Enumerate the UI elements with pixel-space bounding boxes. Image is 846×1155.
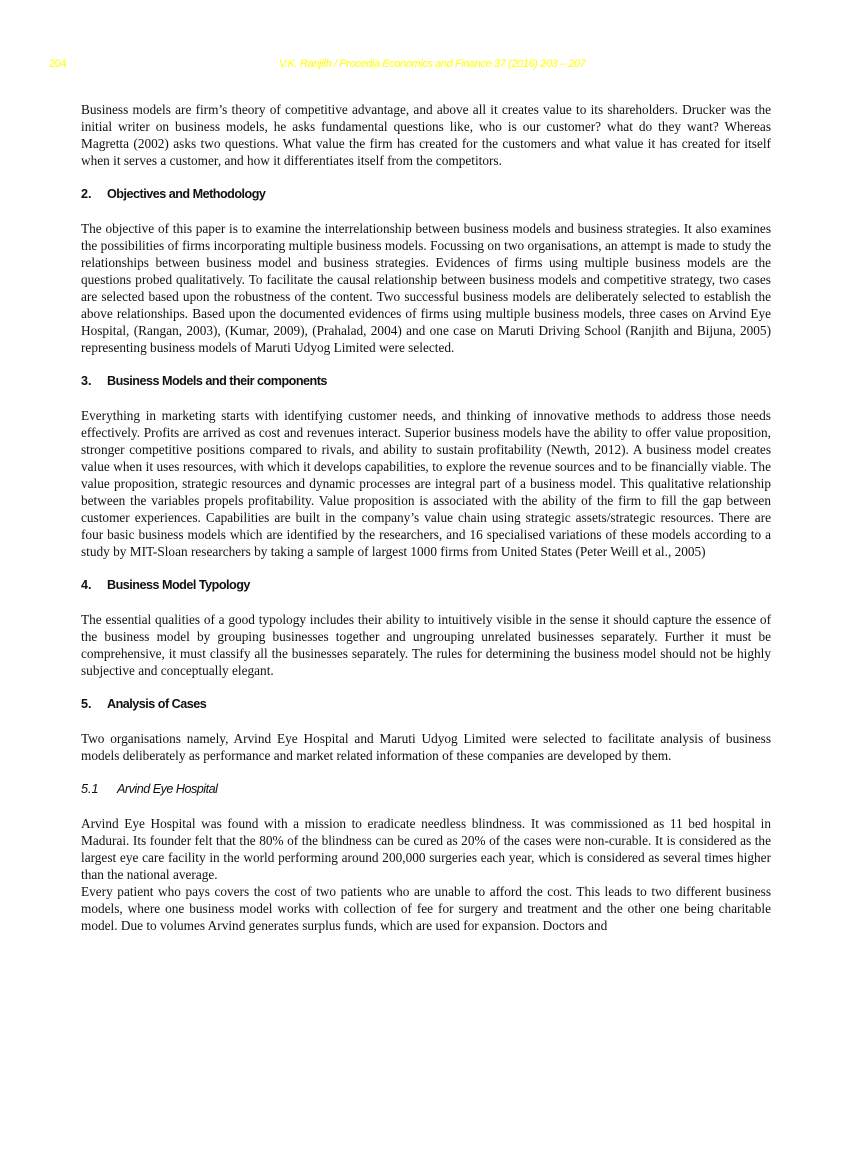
section-paragraph: Everything in marketing starts with identifying customer needs, and thinking of innovative methods to address those needs effectively. Profits are arrived as cost and revenues interact. Superior business models have the ability to offer value proposition, stronger competitive positions compared to rivals, and ability to sustain profitability (Newth, 2012). A business model creates value when it uses resources, with which it develops capabilities, to explore the revenue sources and to be financially viable. The value proposition, strategic resources and dynamic processes are integral part of a business model. This qualitative relationship between the variables propels profitability. Value proposition is associated with the ability of the firm to fill the gap between customer experiences. Capabilities are built in the company’s value chain using strategic assets/strategic resources. There are four basic business models which are identified by the researchers, and 16 specialised variations of these models according to a study by MIT-Sloan researchers by taking a sample of largest 1000 firms from United States (Peter Weill et al., 2005)	[81, 408, 771, 559]
section-title: Business Model Typology	[107, 578, 250, 592]
journal-reference: V.K. Ranjith / Procedia Economics and Finance 37 (2016) 203 – 207	[279, 58, 586, 70]
subsection-title: Arvind Eye Hospital	[117, 782, 218, 796]
section-number: 2.	[81, 187, 92, 201]
section-number: 5.	[81, 697, 92, 711]
subsection-paragraph: Every patient who pays covers the cost of two patients who are unable to afford the cost. This leads to two different business models, where one business model works with collection of fee for surgery and treatment and the other one being charitable model. Due to volumes Arvind generates surplus funds, which are used for expansion. Doctors and	[81, 884, 771, 933]
page-number: 204	[49, 58, 67, 70]
subsection-heading-arvind	[81, 781, 771, 798]
section-heading-typology	[81, 577, 771, 594]
section-heading-business-models	[81, 373, 771, 390]
intro-paragraph: Business models are firm’s theory of competitive advantage, and above all it creates value to its shareholders. Drucker was the initial writer on business models, he asks fundamental questions like, who is our customer? what do they want? Whereas Magretta (2002) asks two questions. What value the firm has created for the customers and what value it has created for itself when it serves a customer, and how it differentiates itself from the competitors.	[81, 102, 771, 168]
subsection-paragraph: Arvind Eye Hospital was found with a mission to eradicate needless blindness. It was commissioned as 11 bed hospital in Madurai. Its founder felt that the 80% of the blindness can be cured as 20% of the cases were non-curable. It is considered as the largest eye care facility in the world performing around 200,000 surgeries each year, which is considered as several times higher than the national average.	[81, 816, 771, 882]
section-paragraph: The essential qualities of a good typology includes their ability to intuitively visible in the sense it should capture the essence of the business model by grouping businesses together and ungrouping unrelated businesses separately. Further it must be comprehensive, it must classify all the businesses separately. The rules for determining the business model should not be highly subjective and conceptually elegant.	[81, 612, 771, 678]
subsection-number: 5.1	[81, 782, 99, 796]
article-body	[81, 101, 771, 934]
section-heading-objectives	[81, 186, 771, 203]
running-header	[0, 58, 846, 74]
section-number: 3.	[81, 374, 92, 388]
section-heading-analysis	[81, 696, 771, 713]
section-number: 4.	[81, 578, 92, 592]
section-paragraph: The objective of this paper is to examine the interrelationship between business models and business strategies. It also examines the possibilities of firms incorporating multiple business models. Focussing on two organisations, an attempt is made to study the relationships between business model and business strategies. Evidences of firms using multiple business models are the questions probed qualitatively. To facilitate the causal relationship between business models and competitive strategy, two cases are selected based upon the robustness of the content. Two successful business models are deliberately selected to establish the above relationships. Based upon the documented evidences of firms using multiple business models, three cases on Arvind Eye Hospital, (Rangan, 2003), (Kumar, 2009), (Prahalad, 2004) and one case on Maruti Driving School (Ranjith and Bijuna, 2005) representing business models of Maruti Udyog Limited were selected.	[81, 221, 771, 355]
section-title: Analysis of Cases	[107, 697, 207, 711]
section-title: Objectives and Methodology	[107, 187, 266, 201]
section-title: Business Models and their components	[107, 374, 327, 388]
section-paragraph: Two organisations namely, Arvind Eye Hospital and Maruti Udyog Limited were selected to facilitate analysis of business models deliberately as performance and market related information of these companies are developed by them.	[81, 731, 771, 763]
